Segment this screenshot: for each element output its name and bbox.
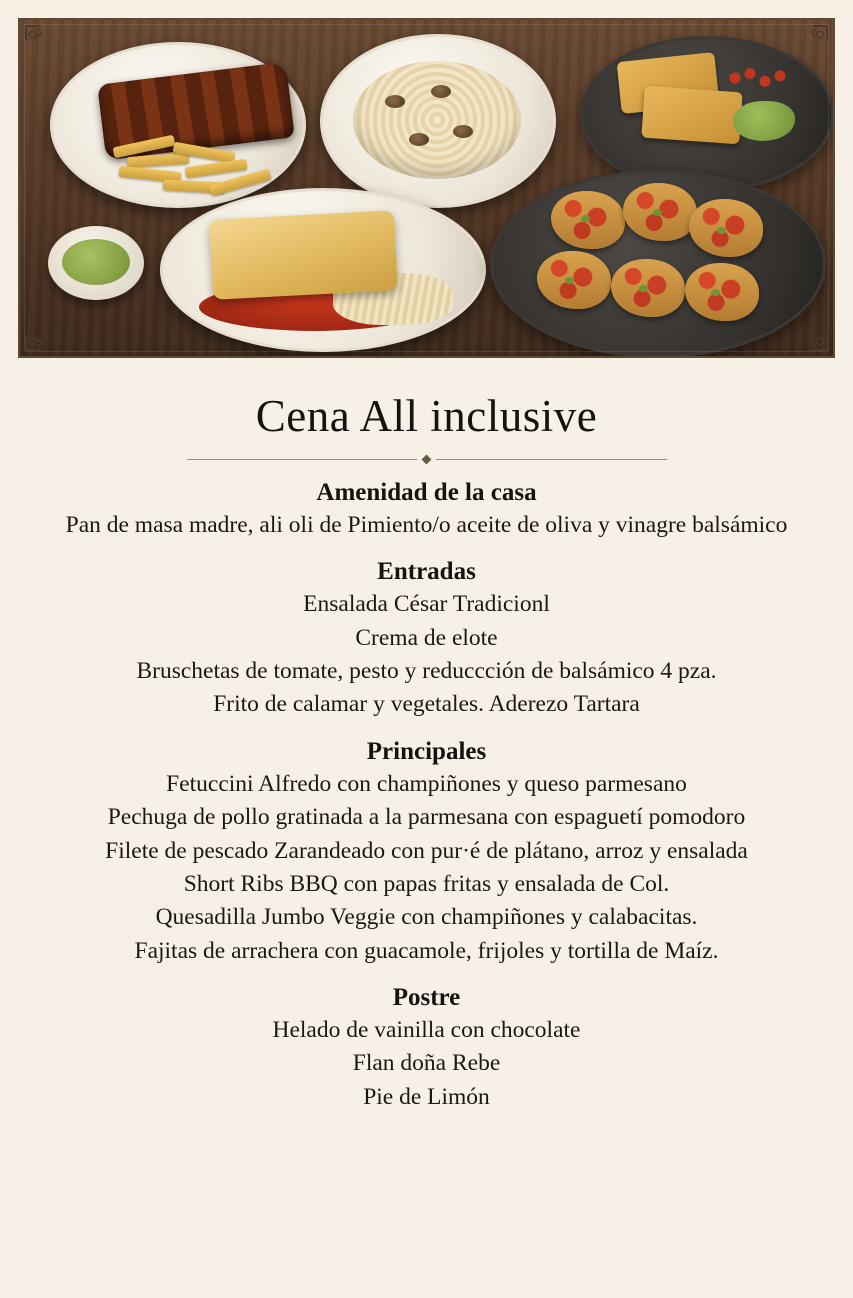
bruschetta-plate (490, 170, 826, 358)
section-title: Postre (392, 983, 461, 1011)
menu-section-amenidad (40, 479, 813, 542)
bruschetta (689, 199, 763, 257)
menu-section-principales (40, 738, 813, 968)
menu-item: Pan de masa madre, ali oli de Pimiento/o aceite de oliva y vinagre balsámico (65, 512, 788, 538)
menu-page (0, 18, 853, 1298)
bruschetta (611, 259, 685, 317)
menu-item: Quesadilla Jumbo Veggie con champiñones y calabacitas. (155, 904, 698, 931)
section-title: Principales (366, 737, 487, 765)
corner-ornament-icon (24, 318, 58, 352)
menu-section-postre (40, 984, 813, 1114)
ribs-plate (50, 42, 306, 208)
parmesana-plate (160, 188, 486, 352)
menu-item: Pechuga de pollo gratinada a la parmesana con espaguetí pomodoro (107, 804, 746, 831)
divider-line-left (187, 459, 418, 460)
section-title: Entradas (377, 558, 476, 586)
quesadilla-plate (580, 36, 834, 192)
fettuccine-alfredo (353, 61, 521, 179)
corner-ornament-icon (795, 318, 829, 352)
divider-diamond (422, 455, 432, 465)
menu-item: Bruschetas de tomate, pesto y reduccción de balsámico 4 pza. (136, 658, 717, 685)
menu-item: Fajitas de arrachera con guacamole, frijoles y tortilla de Maíz. (134, 937, 719, 964)
menu-section-entradas (40, 558, 813, 721)
quesadilla-piece (641, 86, 742, 145)
menu-item: Ensalada César Tradicionl (303, 591, 550, 618)
menu-item: Crema de elote (355, 624, 498, 651)
title-divider (187, 456, 667, 463)
divider-line-right (436, 459, 667, 460)
bruschetta (537, 251, 611, 309)
photo-frame (18, 18, 835, 358)
menu-body (0, 358, 853, 1114)
menu-item: Fetuccini Alfredo con champiñones y queso parmesano (166, 770, 687, 797)
corner-ornament-icon (24, 24, 58, 58)
guacamole-bowl (48, 226, 144, 300)
food-platter-photo (20, 20, 833, 356)
menu-item: Helado de vainilla con chocolate (272, 1016, 581, 1043)
menu-item: Short Ribs BBQ con papas fritas y ensalada de Col. (183, 870, 670, 897)
section-title: Amenidad de la casa (316, 479, 537, 506)
fettuccine-plate (320, 34, 556, 208)
bruschetta (685, 263, 759, 321)
salsa-garnish (729, 67, 789, 89)
menu-item: Flan doña Rebe (352, 1050, 501, 1077)
menu-item: Filete de pescado Zarandeado con pur·é de plátano, arroz y ensalada (105, 837, 748, 864)
corner-ornament-icon (795, 24, 829, 58)
menu-item: Pie de Limón (363, 1083, 490, 1110)
gratin-chicken (209, 210, 398, 300)
guacamole-scoop (733, 101, 795, 141)
menu-title: Cena All inclusive (255, 391, 598, 441)
menu-item: Frito de calamar y vegetales. Aderezo Tartara (213, 691, 640, 718)
